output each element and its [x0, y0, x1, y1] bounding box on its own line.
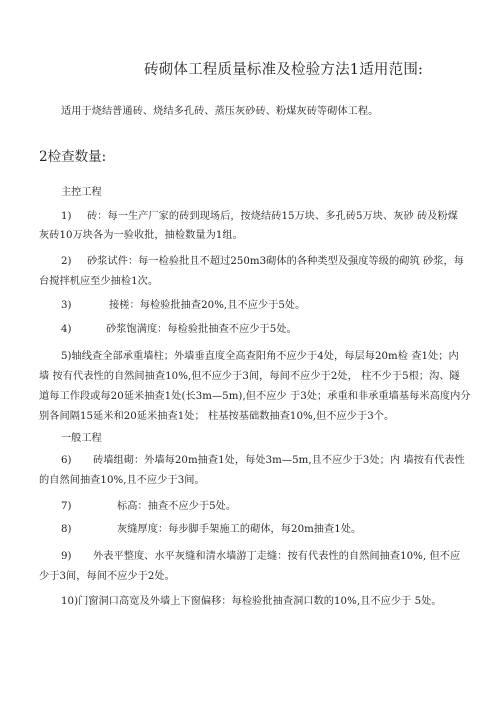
item-number: 6)	[61, 455, 72, 466]
item-text: 砖墙组砌：外墙每20m抽查1处，每处3m—5m,且不应少于3处；内 墙按有代表性	[93, 455, 465, 466]
item-text: 的自然间抽查10%,且不应少于3间。	[39, 475, 205, 486]
item-number: 4)	[61, 324, 72, 335]
item-text: 道每工作段或每20延米抽查1处(长3m—5m),但不应少 于3处；承重和非承重墙基每米高度内分	[39, 391, 471, 402]
item-number: 1)	[61, 211, 72, 222]
item-text: 10)门窗洞口高宽及外墙上下窗偏移：每检验批抽查洞口数的10%,且不应少于 5处。	[61, 596, 442, 607]
general-label: 一般工程	[61, 433, 102, 444]
item-text: 台搅拌机应至少抽检1次。	[39, 276, 159, 287]
item-number: 8)	[61, 524, 72, 535]
item-text: 少于3间，每间不应少于2处。	[39, 571, 175, 582]
document-title: 砖砌体工程质量标准及检验方法1适用范围:	[144, 62, 424, 78]
item-text: 别各间隔15延米和20延米抽查1处； 柱基按基础数抽查10%,但不应少于3个。	[39, 411, 395, 422]
item-number: 7)	[61, 501, 72, 512]
item-number: 9)	[61, 551, 72, 562]
item-text: 砖：每一生产厂家的砖到现场后，按烧结砖15万块、多孔砖5万块、灰砂 砖及粉煤	[87, 211, 458, 222]
item-text: 标高：抽查不应少于5处。	[117, 501, 237, 512]
item-text: 外表平整度、水平灰缝和清水墙游丁走缝：按有代表性的自然间抽查10%, 但不应	[93, 551, 461, 562]
item-text: 墙 按有代表性的自然间抽查10%,但不应少于3间，每间不应少于2处， 柱不少于5根；沟、隧	[39, 371, 460, 382]
section-heading-inspection-quantity: 2检查数量:	[39, 149, 107, 165]
scope-text: 适用于烧结普通砖、烧结多孔砖、蒸压灰砂砖、粉煤灰砖等砌体工程。	[61, 106, 379, 117]
item-number: 2)	[61, 256, 72, 267]
item-text: 接槎：每检验批抽查20%,且不应少于5处。	[109, 300, 306, 311]
item-number: 3)	[61, 300, 72, 311]
item-text: 灰缝厚度：每步脚手架施工的砌体，每20m抽查1处。	[117, 524, 362, 535]
item-text: 砂浆饱满度：每检验批抽查不应少于5处。	[106, 324, 297, 335]
item-text: 5)轴线查全部承重墙柱；外墙垂直度全高查阳角不应少于4处，每层每20m检 查1处；内	[61, 351, 459, 362]
main-control-label: 主控工程	[61, 187, 102, 198]
item-text: 灰砖10万块各为一验收批，抽检数量为1组。	[39, 230, 243, 241]
item-text: 砂浆试件：每一检验批且不超过250m3砌体的各种类型及强度等级的砌筑 砂浆，每	[87, 256, 464, 267]
